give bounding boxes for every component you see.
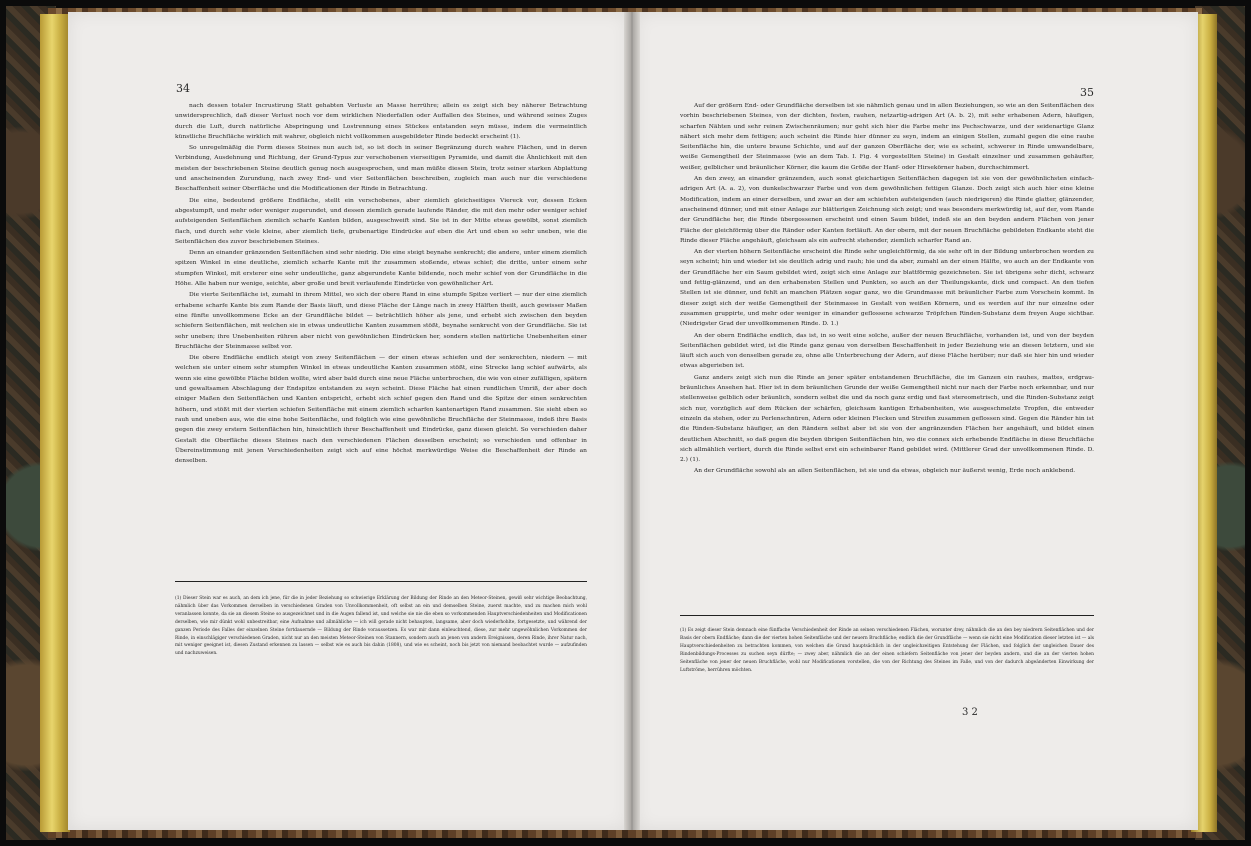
footnote-rule-right — [680, 615, 1094, 616]
paragraph: An der vierten höhern Seitenfläche erscheint die Rinde sehr ungleichförmig, da sie sehr oft in der Bildung unterbrochen worden zu seyn scheint; hin und wieder ist sie deutlich adrig und rauh; hie und da aber, zumahl an der einen Hälfte, wo auch an der Endkante von der Grundfläche her ein Saum gebildet wird, zeigt sich eine Anlage zur blattförmig gezeichneten. Sie ist übrigens sehr dicht, schwarz und fettig-glänzend, und an den erhabensten Stellen und Punkten, so auch an der Theilungskante, dick und compact. An den tiefen Stellen ist sie dünner, und fehlt an manchen Plätzen sogar ganz, wo die Grundmasse mit bräunlicher Farbe zum Vorschein kommt. In dieser zeigt sich der weiße Gemengtheil der Steinmasse in Gestalt von weißen Körnern, und es werden auf ihr nur einzelne oder zusammen gruppirte, und mehr oder weniger in einander geflossene schwarze Tröpfchen Rinden-Substanz dem freyen Auge sichtbar. (Niedrigster Grad der unvollkommenen Rinde. D. 1.) — [680, 249, 1094, 328]
book-gutter — [624, 12, 640, 830]
page-number-right: 35 — [1080, 86, 1094, 99]
footnote-right: (1) Es zeigt dieser Stein demnach eine fünffache Verschiedenheit der Rinde an seinen verschiedenen Flächen, worunter drey, nähmlich die an den bey niedrern Seitenflächen und der Basis der obern Endfläche; dann die der vierten hohen Seitenfläche und der neuern Bruchfläche; endlich die der Grundfläche — wenn sie nicht eine Modification dieser letzten ist — als Hauptverschiedenheiten zu betrachten kommen, von welchen die Grund hauptsächlich in der ungleichzeitigen Entstehung der Flächen, und folglich der ungleichen Dauer des Rindenbildungs-Processes zu suchen seyn dürfte; — zwey aber, nähmlich die an der einen schiefern Seitenfläche von jener der beyden andern, und die an der vierten hohen Seitenfläche von jener der neuen Bruchfläche, wohl nur Modificationen vorstellen, die von der Richtung des Steines im Falle, und von der dadurch abgeänderten Einwirkung der Luftströme, herrühren möchten. — [680, 628, 1094, 673]
paragraph: Die obere Endfläche endlich steigt von zwey Seitenflächen — der einen etwas schiefen und der senkrechten, niedern — mit welchen sie unter einem sehr stumpfen Winkel in etwas undeutliche Kanten zusammen stößt, eine Strecke lang schief aufwärts, als wenn sie eine gewölbte Fläche bilden wollte, wird aber bald durch eine neue Fläche unterbrochen, die wie von einer zufälligen, spätern und gewaltsamen Abschlagung der Endspitze entstanden zu seyn scheint. Diese Fläche hat einen rundlichen Umriß, der aber doch einiger Maßen den Seitenflächen und Kanten entspricht, erhebt sich schief gegen den Rand und die Spitze der einen senkrechten höhern, und stößt mit der vierten schiefen Seitenfläche mit einem ziemlich scharfen kantenartigen Rand zusammen. Sie sieht eben so rauh und uneben aus, wie die eine hohe Seitenfläche, und folglich wie eine gewöhnliche Bruchfläche der Steinmasse, indeß ihre Basis gegen die zwey erstern Seitenflächen hin, hinsichtlich ihrer Beschaffenheit und Eindrücke, ganz diesen gleicht. So verschieden daher Gestalt die Oberfläche dieses Steines nach den verschiedenen Flächen desselben erscheint; so verschieden und offenbar in Übereinstimmung mit jenen Verschiedenheiten zeigt sich auf eine höchst merkwürdige Weise die Beschaffenheit der Rinde an denselben. — [175, 355, 587, 465]
paragraph: An der obern Endfläche endlich, das ist, in so weit eine solche, außer der neuen Bruchfläche, vorhanden ist, und von der beyden Seitenflächen gebildet wird, ist die Rinde ganz genau von derselben Beschaffenheit in jeder Beziehung wie an diesen letztern, und sie läuft sich auch von denselben gerade zu, ohne alle Unterbrechung der Adern, auf diese Fläche herüber; nur daß sie hier hin und wieder etwas abgerieben ist. — [680, 332, 1094, 370]
paragraph: Ganz anders zeigt sich nun die Rinde an jener später entstandenen Bruchfläche, die im Ganzen ein rauhes, mattes, erdgrau-bräunliches Ansehen hat. Hier ist in dem bräunlichen Grunde der weiße Gemengtheil nicht nur nach der Farbe noch erkennbar, und nur stellenweise gelblich oder bräunlich, sondern selbst die und da noch ganz erdig und fast stereometrisch, und die Rinden-Substanz zeigt sich nur, vorzüglich auf dem Rücken der schärfen, gleichsam kantigen Erhabenheiten, wie ausgeschmelzte Tropfen, die entweder einzeln da stehen, oder zu Perlenschnüren, Adern oder kleinen Flecken und Streifen zusammen geflossen sind. Gegen die Ränder hin ist die Rinden-Substanz häufiger, an den Rändern selbst aber ist sie von der angränzenden Flächen her angehäuft, und bildet einen deutlichen Abschnitt, so daß gegen die beyden übrigen Seitenflächen hin, wo die connex sich erhebende Endfläche in diese Bruchfläche sich allmählich verliert, durch die Rinde selbst erst ein scheinbarer Rand gebildet wird. (Mittlerer Grad der unvollkommenen Rinde. D. 2.) (1). — [680, 374, 1094, 464]
paragraph: nach dessen totaler Incrustirung Statt gehabten Verluste an Masse herrühre; allein es zeigt sich bey näherer Betrachtung unwidersprechlich, daß dieser Verlust noch vor dem wirklichen Niederfallen oder Auffallen des Steines, und während seines Zuges durch die Luft, durch natürliche Abspringung und Lostrennung eines Stückes entstanden seyn müsse, indem die vermeintlich künstliche Bruchfläche wirklich mit wahrer, obgleich nicht vollkommen ausgebildeter Rinde bedeckt erscheint (1). — [175, 103, 587, 140]
left-page-body — [175, 101, 587, 575]
paragraph: Die vierte Seitenfläche ist, zumahl in ihrem Mittel, wo sich der obere Rand in eine stumpfe Spitze verliert — nur der eine ziemlich erhabene scharfe Kante bis zum Rande der Basis läuft, und diese Fläche der Länge nach in zwey Hälften theilt, auch gewisser Maßen eine fünfte unvollkommene Ecke an der Grundfläche bildet — beträchtlich höher als jene, und erhebt sich zwischen den beyden schiefern Seitenflächen, mit welchen sie in etwas undeutliche Kanten zusammen stößt, beynahe senkrecht von der Grundfläche. Sie ist sehr uneben; ihre Unebenheiten rühren aber nicht von gewöhnlichen Eindrücken her, sondern stellen natürliche Unebenheiten einer Bruchfläche der Steinmasse selbst vor. — [175, 292, 587, 350]
paragraph: Auf der größern End- oder Grundfläche derselben ist sie nähmlich genau und in allen Beziehungen, so wie an den Seitenflächen des vorhin beschriebenen Steines, von der dichten, festen, rauhen, netzartig-adrigen Art (A. b. 2), mit sehr erhabenen Adern, häufigen, scharfen Nähten und sehr reinen Zwischenräumen; nur geht sich hier die Farbe mehr ins Pechschwarze, und der seidenartige Glanz nähert sich mehr dem fettigen; auch scheint die Rinde hier dünner zu seyn, indem an einigen Stellen, zumahl gegen die eine rauhe Seitenfläche hin, die untere braune Schichte, und auf der ganzen Oberfläche der, wie es scheint, schwerer in Rinde umwandelbare, weiße Gemengtheil der Steinmasse (wie an dem Tab. I. Fig. 4 vorgestellten Steine) in Gestalt einzelner und zusammen gehäufter, weißer, gelblicher und bräunlicher Körner, die kaum die Größe der Hanf- oder Hirsekörner haben, durchschimmert. — [680, 103, 1094, 171]
paragraph: An der Grundfläche sowohl als an allen Seitenflächen, ist sie und da etwas, obgleich nur äußerst wenig, Erde noch anklebend. — [694, 468, 1076, 475]
paragraph: An den zwey, an einander gränzenden, auch sonst gleichartigen Seitenflächen dagegen ist sie von der gewöhnlichsten einfach-adrigen Art (A. a. 2), von dunkelschwarzer Farbe und von dem gewöhnlichen fettigen Glanze. Doch zeigt sich auch hier eine kleine Modification, indem an einer derselben, und zwar an der am schiefsten aufsteigenden (auch niedrigeren) die Rinde glatter, glänzender, anscheinend dünner, und mit einer Anlage zur blätterigen Zeichnung sich zeigt; und was besonders merkwürdig ist, auf der, vom Rande der Grundfläche her, die Rinde übergossenen erscheint und einen Saum bildet, indeß sie an den beyden andern Flächen von jener Fläche der gleichförmig über die Ränder oder Kanten fortläuft. An der obern, mit der neuen Bruchfläche gebildeten Endkante steht die Rinde dieser Fläche angehäuft, gleichsam als ein aufrecht stehender, ziemlich scharfer Rand an. — [680, 176, 1094, 244]
footnote-rule-left — [175, 581, 587, 582]
page-number-left: 34 — [176, 82, 190, 95]
paragraph: Die eine, bedeutend größere Endfläche, stellt ein verschobenes, aber ziemlich gleichseitiges Viereck vor, dessen Ecken abgestumpft, und mehr oder weniger zugerundet, und dessen ziemlich gerade laufende Ränder, die mit den mehr oder weniger schief aufsteigenden Seitenflächen ziemlich scharfe Kanten bilden, ausgeschweift sind. Sie ist in der Mitte etwas gewölbt, sonst ziemlich flach, und durch sehr viele kleine, aber ziemlich tiefe, grubenartige Eindrücke auf eben die Art und eben so sehr uneben, wie die Seitenflächen des zuvor beschriebenen Steines. — [175, 197, 587, 245]
paragraph: Denn an einander gränzenden Seitenflächen sind sehr niedrig. Die eine steigt beynahe senkrecht; die andere, unter einem ziemlich spitzen Winkel in eine deutliche, ziemlich scharfe Kante mit ihr zusammen stoßende, etwas schief; die dritte, unter einem sehr stumpfen Winkel, mit ersterer eine sehr undeutliche, ganz abgerundete Kante bildende, noch mehr schief von der Grundfläche in die Höhe. Alle haben nur wenige, seichte, aber große und breit verlaufende Eindrücke von gewöhnlicher Art. — [175, 250, 587, 288]
right-page-body — [680, 101, 1094, 599]
gilt-edge-left — [40, 14, 70, 832]
signature-mark: 3 2 — [962, 707, 978, 718]
footnote-left: (1) Dieser Stein war es auch, an dem ich jene, für die in jeder Beziehung so schwierige Erklärung der Bildung der Rinde an den Meteor-Steinen, gewiß sehr wichtige Beobachtung, nähmlich über das Vorkommen derselben in verschiedenen Graden von Unvollkommenheit, oft selbst an ein und demselben Steine, zuerst machte, und zu machen mich wohl veranlassen konnte, da sie an diesem Steine so ausgezeichnet und in die Augen fallend ist, und welche sie nie die eben so vorkommenden Hauptverschiedenheiten und Modificationen derselben, wie mir dünkt wohl unbestreitbar, eine Aufnahme und allmähliche — ich will gerade nicht behaupten, langsame, aber doch wiederhohlte, fortgesetzte, und während der ganzen Periode des Falles der einzelnen Steine fortdauernde — Bildung der Rinde voraussetzen. Es war mir dann einleuchtend, diese, zur mehr ungewöhnlichen Vorkommen der Rinde, in einschlägiger verschiedenen Graden, nicht nur an den meisten Meteor-Steinen von Stannern, sondern auch an jenen von andern Ereignissen, deren Rinde, ihrer Natur nach, mit weniger geeignet ist, diesen Zustand erkennen zu lassen — selbst wie es auch bis dahin (1808), und wie es scheint, noch bis jetzt von niemand beobachtet wurde — aufzufinden und nachzuweisen. — [175, 596, 587, 657]
paragraph: So unregelmäßig die Form dieses Steines nun auch ist, so ist doch in seiner Begränzung durch wahre Flächen, und in deren Verbindung, Ausdehnung und Richtung, der Grund-Typus zur verschobenen vierseitigen Pyramide, und damit die Ähnlichkeit mit den meisten der beschriebenen Steine deutlich genug noch ausgesprochen, und man müßte diesen Stein, trotz seiner starken Abplattung und anscheinenden Zurundung, nach zwey End- und vier Seitenflächen beschreiben, zugleich man auch nur die verschiedene Beschaffenheit seiner Oberfläche und die Modificationen der Rinde in Betrachtung. — [175, 145, 587, 193]
